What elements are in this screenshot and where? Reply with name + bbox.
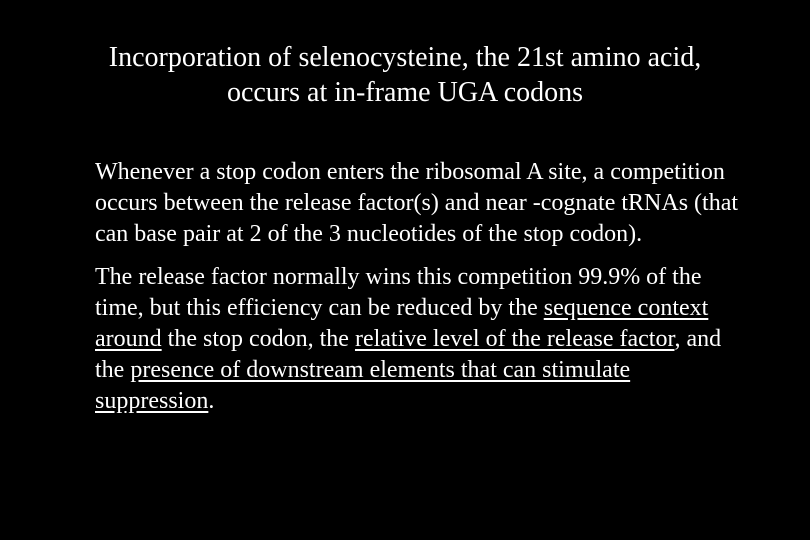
title-line-1: Incorporation of selenocysteine, the 21st amino acid, <box>108 42 702 73</box>
underlined-downstream-elements: presence of downstream elements that can stimulate suppression <box>95 357 631 414</box>
paragraph-2-text-4: . <box>208 388 215 414</box>
underlined-sequence-context: sequence context around <box>95 295 709 352</box>
slide-title <box>20 40 790 110</box>
underlined-release-factor-level: relative level of the release factor <box>354 326 675 352</box>
paragraph-2-text-1: The release factor normally wins this competition 99.9% of the time, but this efficiency can be reduced by the <box>95 264 702 321</box>
paragraph-2 <box>95 262 755 417</box>
slide-body <box>95 157 755 417</box>
paragraph-2-text-2: the stop codon, the <box>161 326 355 352</box>
paragraph-1: Whenever a stop codon enters the ribosomal A site, a competition occurs between the release factor(s) and near -cognate tRNAs (that can base pair at 2 of the 3 nucleotides of the stop codon). <box>95 159 739 247</box>
paragraph-2-text-3: , and the <box>95 326 722 383</box>
title-line-2: occurs at in-frame UGA codons <box>226 77 584 108</box>
